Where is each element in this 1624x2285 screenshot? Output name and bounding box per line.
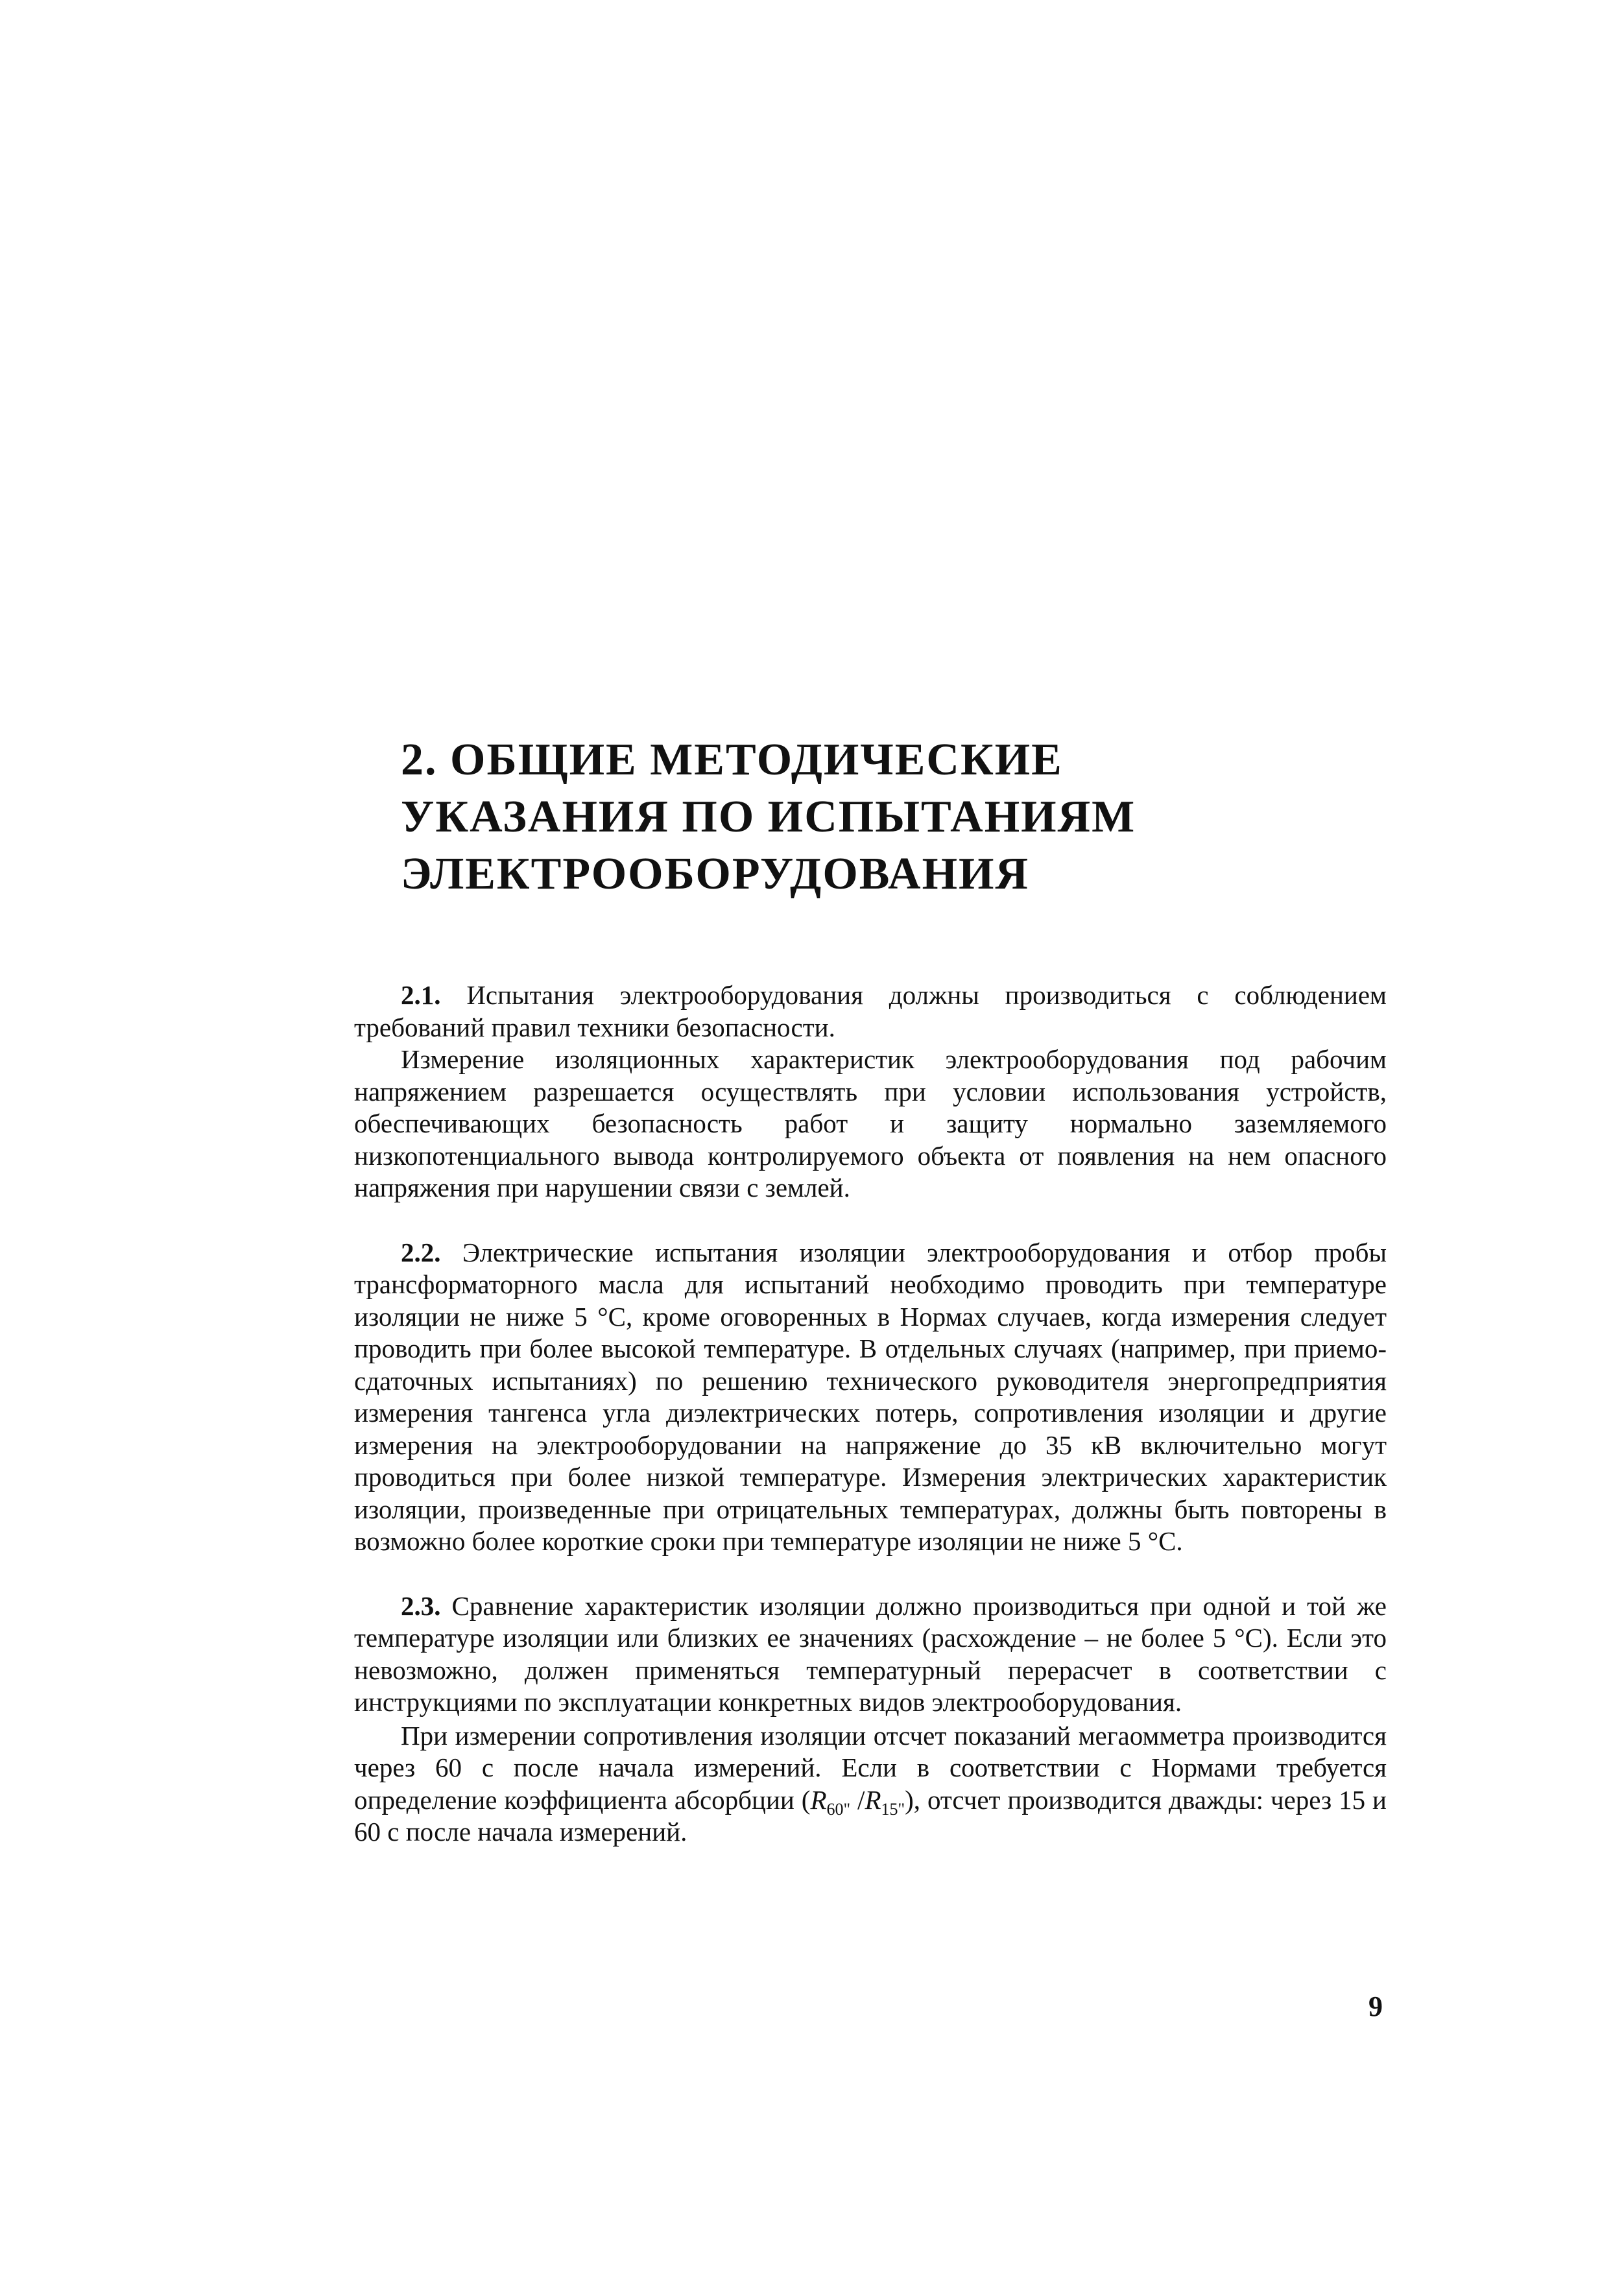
paragraph-2-1: [354, 979, 1387, 1044]
paragraph-text: Испытания электрооборудования должны производиться с соблюдением требований правил техники безопасности.: [354, 980, 1387, 1042]
paragraph-text: Измерение изоляционных характеристик электрооборудования под рабочим напряжением разрешается осуществлять при условии использования устройств, обеспечивающих безопасность работ и защиту нормально заземляемого низкопотенциального вывода контролируемого объекта от появления на нем опасного напряжения при нарушении связи с землей.: [354, 1044, 1387, 1202]
section-number: 2.1.: [401, 980, 441, 1010]
spacer: [354, 1204, 1387, 1237]
paragraph-text: Сравнение характеристик изоляции должно производиться при одной и той же температуре изоляции или близких ее значениях (расхождение – не более 5 °С). Если это невозможно, должен применяться температурный перерасчет в соответствии с инструкциями по эксплуатации конкретных видов электрооборудования.: [354, 1590, 1387, 1717]
heading-line-1: 2. ОБЩИЕ МЕТОДИЧЕСКИЕ: [401, 735, 1063, 785]
paragraph-2-3: [354, 1590, 1387, 1719]
paragraph-2-2: [354, 1237, 1387, 1558]
chapter-heading: [401, 732, 1374, 903]
subscript-15: 15": [881, 1799, 905, 1819]
paragraph-text: ), отсчет производится дважды: через 15 и 60 с после начала измерений.: [354, 1784, 1387, 1847]
paragraph-text: Электрические испытания изоляции электрооборудования и отбор пробы трансформаторного масла для испытаний необходимо проводить при температуре изоляции не ниже 5 °С, кроме оговоренных в Нормах случаев, когда измерения следует проводить при более высокой температуре. В отдельных случаях (например, при приемо-сдаточных испытаниях) по решению технического руководителя энергопредприятия измерения тангенса угла диэлектрических потерь, сопротивления изоляции и другие измерения на электрооборудовании на напряжение до 35 кВ включительно могут проводиться при более низкой температуре. Измерения электрических характеристик изоляции, произведенные при отрицательных температурах, должны быть повторены в возможно более короткие сроки при температуре изоляции не ниже 5 °С.: [354, 1237, 1387, 1556]
paragraph-2-1-b: [354, 1044, 1387, 1204]
body-text: [354, 979, 1387, 1848]
heading-line-3: ЭЛЕКТРООБОРУДОВАНИЯ: [401, 849, 1030, 899]
section-number: 2.2.: [401, 1237, 441, 1267]
heading-line-2: УКАЗАНИЯ ПО ИСПЫТАНИЯМ: [401, 792, 1136, 842]
symbol-r: R: [810, 1784, 827, 1815]
section-number: 2.3.: [401, 1590, 441, 1621]
paragraph-text: При измерении сопротивления изоляции отсчет показаний мегаомметра производится через 60 с после начала измерений. Если в соответствии с Нормами требуется определение коэффициента абсорбции (: [354, 1720, 1387, 1815]
subscript-60: 60": [826, 1799, 851, 1819]
paragraph-2-3-b: [354, 1720, 1387, 1848]
slash: /: [850, 1784, 865, 1815]
page-number: 9: [1368, 1991, 1383, 2022]
spacer: [354, 1558, 1387, 1590]
symbol-r: R: [865, 1784, 881, 1815]
